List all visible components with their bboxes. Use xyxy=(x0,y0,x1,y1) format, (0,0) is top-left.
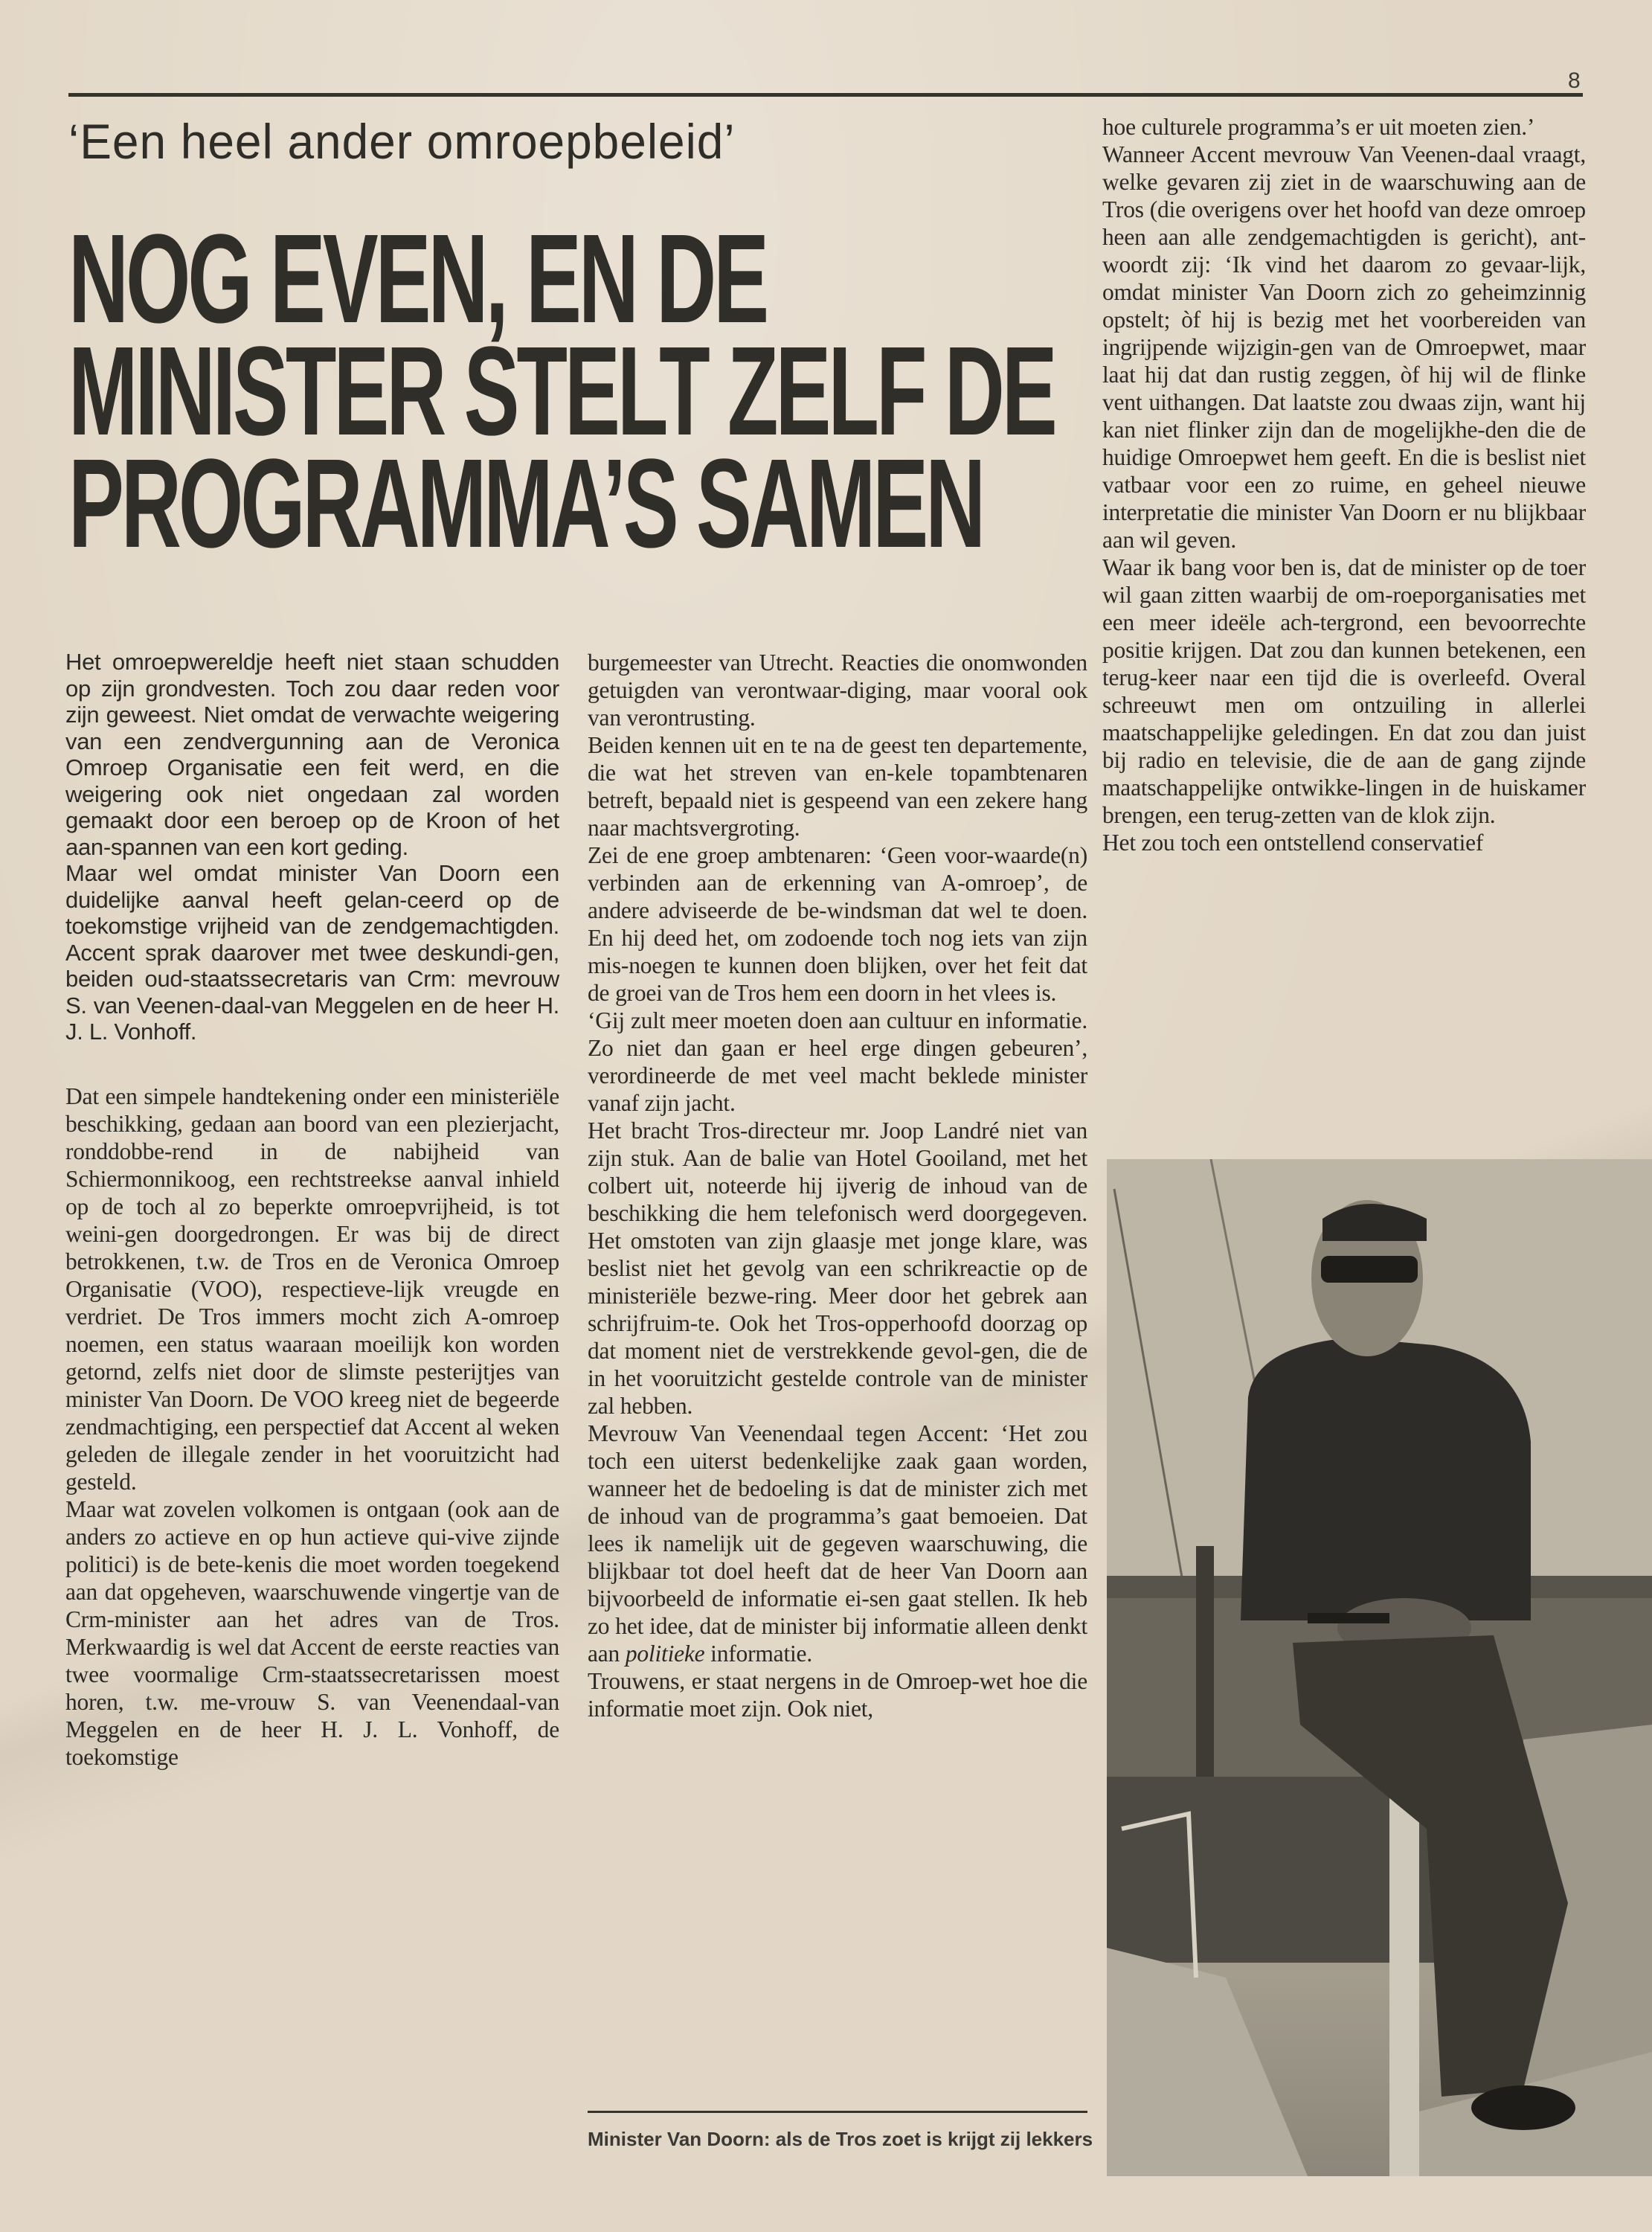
column-right xyxy=(1102,113,1586,856)
body-paragraph: Het zou toch een ontstellend conservatief xyxy=(1102,830,1484,856)
body-paragraph xyxy=(588,1420,1087,1667)
photo-illustration xyxy=(1107,1159,1652,2176)
body-paragraph: Dat een simpele handtekening onder een ministeriële beschikking, gedaan aan boord van een plezierjacht, ronddobbe-rend in de nabijheid van Schiermonnikoog, een rechtstreekse aanval inhield op de toch al zo beperkte omroepvrijheid, is tot weini-gen doorgedrongen. Er was bij de direct betrokkenen, t.w. de Tros en de Veronica Omroep Organisatie (VOO), respectieve-lijk vreugde en verdriet. De Tros immers mocht zich A-omroep noemen, een status waaraan moeilijk kon worden getornd, zelfs niet door de slimste pesterijtjes van minister Van Doorn. De VOO kreeg niet de begeerde zendmachtiging, een perspectief dat Accent al weken geleden de illegale zender in het vooruitzicht had gesteld. xyxy=(65,1083,559,1495)
body-paragraph: Waar ik bang voor ben is, dat de minister op de toer wil gaan zitten waarbij de om-roeporganisaties met een meer ideële ach-tergrond, een bevoorrechte positie krijgen. Dat zou dan kunnen betekenen, een terug-keer naar een tijd die is overleefd. Overal schreeuwt men om ontzuiling in allerlei maatschappelijke geledingen. En dat zou dan juist bij radio en televisie, die de aan de gang zijnde maatschappelijke ontwikke-lingen in de huiskamer brengen, een terug-zetten van de klok zijn. xyxy=(1102,554,1586,828)
article-body-left xyxy=(65,1083,559,1771)
page-number: 8 xyxy=(1568,68,1581,93)
headline-line: MINISTER STELT ZELF DE xyxy=(68,321,1055,462)
caption-rule xyxy=(588,2111,1087,2113)
body-paragraph: Het bracht Tros-directeur mr. Joop Landré niet van zijn stuk. Aan de balie van Hotel Gooiland, met het colbert uit, noteerde hij ijverig de inhoud van de beschikking die hem telefonisch werd doorgegeven. Het omstoten van zijn glaasje met jonge klare, was beslist niet het gevolg van een schrikreactie op de ministeriële bezwe-ring. Meer door het gebrek aan schrijfruim-te. Ook het Tros-opperhoofd doorzag op dat moment niet de verstrekkende gevol-gen, die de in het vooruitzicht gestelde controle van de minister zal hebben. xyxy=(588,1117,1087,1419)
body-paragraph: Trouwens, er staat nergens in de Omroep-wet hoe die informatie moet zijn. Ook niet, xyxy=(588,1668,1087,1722)
body-paragraph: Maar wat zovelen volkomen is ontgaan (ook aan de anders zo actieve en op hun actieve qui-vive zijnde politici) is de bete-kenis die moet worden toegekend aan dat opgeheven, waarschuwende vingertje van de Crm-minister aan het adres van de Tros. Merkwaardig is wel dat Accent de eerste reacties van twee voormalige Crm-staatssecretarissen moest horen, t.w. me-vrouw S. van Veenendaal-van Meggelen en de heer H. J. L. Vonhoff, de toekomstige xyxy=(65,1495,559,1770)
body-text: Mevrouw Van Veenendaal tegen Accent: ‘Het zou toch een uiterst bedenkelijke zaak gaan worden, wanneer het de bedoeling is dat de minister zich met de inhoud van de programma’s gaat bemoeien. Dat lees ik namelijk uit de gegeven waarschuwing, die blijkbaar tot doel heeft dat de heer Van Doorn aan bijvoorbeeld de informatie ei-sen gaat stellen. Ik heb zo het idee, dat de minister bij informatie alleen denkt aan xyxy=(588,1420,1087,1667)
column-middle xyxy=(588,649,1087,1722)
top-rule xyxy=(68,93,1583,97)
intro-paragraph: Maar wel omdat minister Van Doorn een duidelijke aanval heeft gelan-ceerd op de toekomstige vrijheid van de zendgemachtigden. Accent sprak daarover met twee deskundi-gen, beiden oud-staatssecretaris van Crm: mevrouw S. van Veenen-daal-van Meggelen en de heer H. J. L. Vonhoff. xyxy=(65,860,559,1045)
body-paragraph: hoe culturele programma’s er uit moeten zien.’ xyxy=(1102,114,1535,140)
article-kicker: ‘Een heel ander omroepbeleid’ xyxy=(68,114,736,169)
column-left xyxy=(65,649,559,1771)
body-paragraph: Wanneer Accent mevrouw Van Veenen-daal vraagt, welke gevaren zij ziet in de waarschuwing aan de Tros (die overigens over het hoofd van deze omroep heen aan alle zendgemachtigden is gericht), ant-woordt zij: ‘Ik vind het daarom zo gevaar-lijk, omdat minister Van Doorn zich zo geheimzinnig opstelt; òf hij is bezig met het voorbereiden van ingrijpende wijzigin-gen van de Omroepwet, maar laat hij dat dan rustig zeggen, òf hij wil de flinke vent uithangen. Dat laatste zou dwaas zijn, want hij kan niet flinker zijn dan de mogelijkhe-den die de huidige Omroepwet hem geeft. En die is beslist niet vatbaar voor een zo ruime, en geheel nieuwe interpretatie die minister Van Doorn er nu blijkbaar aan wil geven. xyxy=(1102,141,1586,553)
intro-paragraph: Het omroepwereldje heeft niet staan schudden op zijn grondvesten. Toch zou daar reden voor zijn geweest. Niet omdat de verwachte weigering van een zendvergunning aan de Veronica Omroep Organisatie een feit werd, en die weigering ook niet ongedaan zal worden gemaakt door een beroep op de Kroon of het aan-spannen van een kort geding. xyxy=(65,649,559,860)
body-paragraph: Zei de ene groep ambtenaren: ‘Geen voor-waarde(n) verbinden aan de erkenning van A-omroep’, de andere adviseerde de be-windsman dat wel te doen. En hij deed het, om zodoende toch nog iets van zijn mis-noegen te kunnen doen blijken, over het feit dat de groei van de Tros hem een doorn in het vlees is. xyxy=(588,842,1087,1006)
article-intro xyxy=(65,649,559,1045)
photo-caption: Minister Van Doorn: als de Tros zoet is krijgt zij lekkers xyxy=(588,2128,1093,2150)
article-headline xyxy=(68,208,1055,574)
article-photo xyxy=(1107,1159,1652,2176)
body-text: informatie. xyxy=(704,1641,813,1667)
body-paragraph: Beiden kennen uit en te na de geest ten departemente, die wat het streven van en-kele topambtenaren betreft, bepaald niet is gespeend van een zekere hang naar machtsvergroting. xyxy=(588,732,1087,841)
headline-line: PROGRAMMA’S SAMEN xyxy=(68,433,983,574)
headline-line: NOG EVEN, EN DE xyxy=(68,208,767,350)
body-paragraph: ‘Gij zult meer moeten doen aan cultuur en informatie. Zo niet dan gaan er heel erge dingen gebeuren’, verordineerde de met veel macht beklede minister vanaf zijn jacht. xyxy=(588,1007,1087,1116)
emphasis-text: politieke xyxy=(625,1641,705,1667)
body-paragraph: burgemeester van Utrecht. Reacties die onomwonden getuigden van verontwaar-diging, maar vooral ook van verontrusting. xyxy=(588,650,1087,731)
